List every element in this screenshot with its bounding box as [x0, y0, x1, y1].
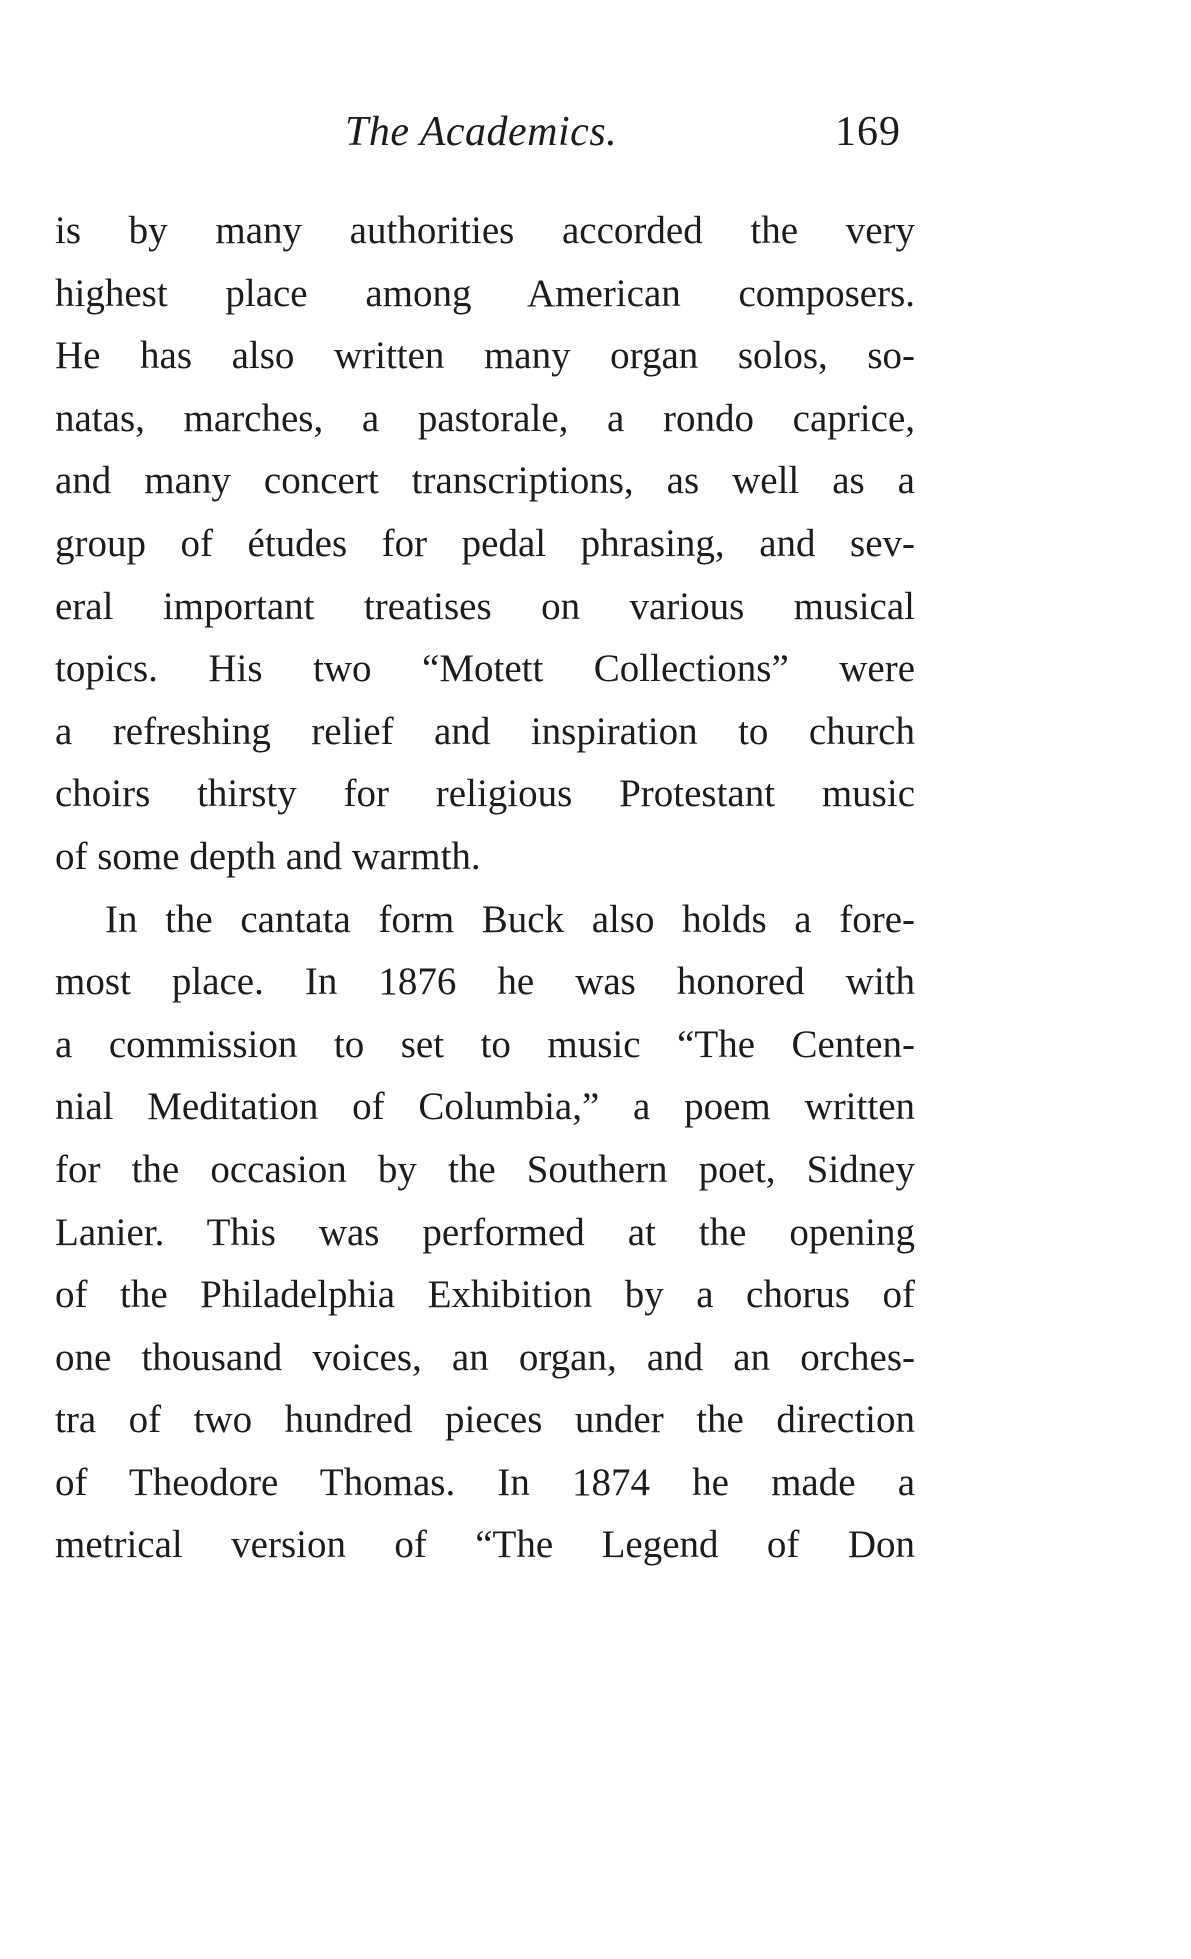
- text-line: a refreshing relief and inspiration to church: [55, 709, 915, 753]
- text-line: natas, marches, a pastorale, a rondo caprice,: [55, 396, 915, 440]
- text-line: and many concert transcriptions, as well as a: [55, 459, 915, 503]
- text-line: metrical version of “The Legend of Don: [55, 1523, 915, 1567]
- text-line: group of études for pedal phrasing, and sev-: [55, 521, 915, 565]
- text-line: most place. In 1876 he was honored with: [55, 960, 915, 1004]
- page-number: 169: [835, 109, 901, 155]
- paragraph-start-line: In the cantata form Buck also holds a fore-: [105, 897, 915, 941]
- text-line: of Theodore Thomas. In 1874 he made a: [55, 1460, 915, 1504]
- text-line: He has also written many organ solos, so-: [55, 334, 915, 378]
- text-line: choirs thirsty for religious Protestant music: [55, 772, 915, 816]
- text-line: one thousand voices, an organ, and an orches-: [55, 1335, 915, 1379]
- text-line: tra of two hundred pieces under the direction: [55, 1398, 915, 1442]
- body-text: [55, 200, 915, 1577]
- text-line: of the Philadelphia Exhibition by a chorus of: [55, 1273, 915, 1317]
- paragraph-end-line: of some depth and warmth.: [55, 834, 481, 878]
- text-line: is by many authorities accorded the very: [55, 209, 915, 252]
- text-line: nial Meditation of Columbia,” a poem written: [55, 1085, 915, 1129]
- text-line: for the occasion by the Southern poet, Sidney: [55, 1147, 915, 1191]
- running-title: The Academics.: [345, 109, 618, 155]
- text-line: eral important treatises on various musical: [55, 584, 915, 628]
- running-head: [0, 108, 1191, 158]
- text-line: topics. His two “Motett Collections” were: [55, 647, 915, 691]
- text-line: highest place among American composers.: [55, 271, 915, 315]
- text-line: a commission to set to music “The Centen-: [55, 1022, 915, 1066]
- text-line: Lanier. This was performed at the opening: [55, 1210, 915, 1254]
